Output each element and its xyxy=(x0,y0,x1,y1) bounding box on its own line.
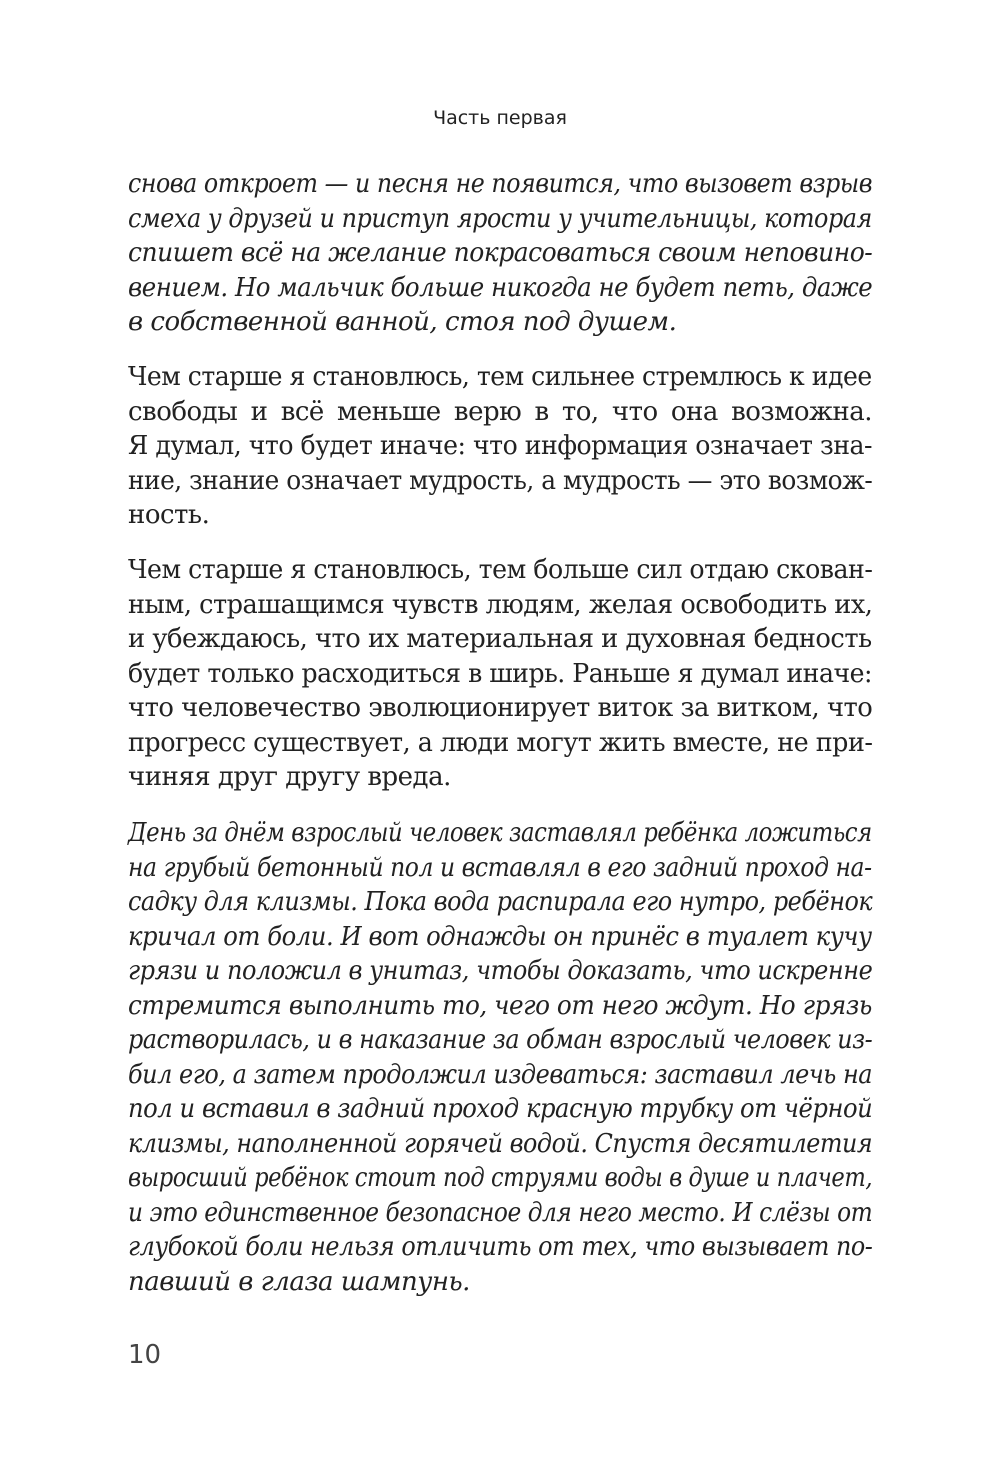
text-line: павший в глаза шампунь. xyxy=(128,1266,470,1297)
text-line: свободы и всё меньше верю в то, что она возможна. xyxy=(128,396,872,427)
paragraph-4 xyxy=(128,816,872,1299)
text-line: клизмы, наполненной горячей водой. Спустя десятилетия xyxy=(128,1128,873,1159)
text-line: снова откроет — и песня не появится, что вызовет взрыв xyxy=(128,169,873,199)
paragraph-2 xyxy=(128,360,872,533)
text-line: на грубый бетонный пол и вставлял в его задний проход на- xyxy=(128,852,872,883)
page-number: 10 xyxy=(128,1340,162,1370)
text-line: ность. xyxy=(128,500,210,530)
text-line: выросший ребёнок стоит под струями воды в душе и плачет, xyxy=(128,1163,873,1193)
running-head: Часть первая xyxy=(433,107,567,129)
text-line: бил его, а затем продолжил издеваться: заставил лечь на xyxy=(128,1059,873,1090)
text-line: грязи и положил в унитаз, чтобы доказать, что искренне xyxy=(128,956,873,986)
text-line: Чем старше я становлюсь, тем сильнее стремлюсь к идее xyxy=(128,362,872,392)
text-line: вением. Но мальчик больше никогда не будет петь, даже xyxy=(128,272,873,303)
text-line: спишет всё на желание покрасоваться своим неповино- xyxy=(128,238,873,268)
text-line: чиняя друг другу вреда. xyxy=(128,762,451,792)
paragraph-1 xyxy=(128,167,872,340)
text-line: Чем старше я становлюсь, тем больше сил отдаю скован- xyxy=(128,555,873,585)
text-line: ным, страшащимся чувств людям, желая освободить их, xyxy=(128,589,873,620)
text-line: садку для клизмы. Пока вода распирала его нутро, ребёнок xyxy=(128,887,873,917)
text-line: Я думал, что будет иначе: что информация означает зна- xyxy=(128,431,873,461)
text-line: смеха у друзей и приступ ярости у учительницы, которая xyxy=(128,203,872,234)
text-line: и убеждаюсь, что их материальная и духовная бедность xyxy=(128,624,872,654)
text-line: и это единственное безопасное для него место. И слёзы от xyxy=(128,1197,873,1228)
text-line: будет только расходиться в ширь. Раньше я думал иначе: xyxy=(128,658,873,689)
paragraph-3 xyxy=(128,553,872,795)
text-line: ние, знание означает мудрость, а мудрость — это возмож- xyxy=(128,465,873,496)
text-line: в собственной ванной, стоя под душем. xyxy=(128,307,677,337)
text-line: стремится выполнить то, чего от него ждут. Но грязь xyxy=(128,990,872,1021)
text-line: глубокой боли нельзя отличить от тех, что вызывает по- xyxy=(128,1232,873,1262)
text-line: кричал от боли. И вот однажды он принёс в туалет кучу xyxy=(128,921,872,952)
text-line: растворилась, и в наказание за обман взрослый человек из- xyxy=(128,1025,873,1055)
text-line: пол и вставил в задний проход красную трубку от чёрной xyxy=(128,1094,873,1124)
text-line: День за днём взрослый человек заставлял ребёнка ложиться xyxy=(128,818,872,848)
text-line: прогресс существует, а люди могут жить вместе, не при- xyxy=(128,727,873,758)
text-line: что человечество эволюционирует виток за витком, что xyxy=(128,693,873,723)
